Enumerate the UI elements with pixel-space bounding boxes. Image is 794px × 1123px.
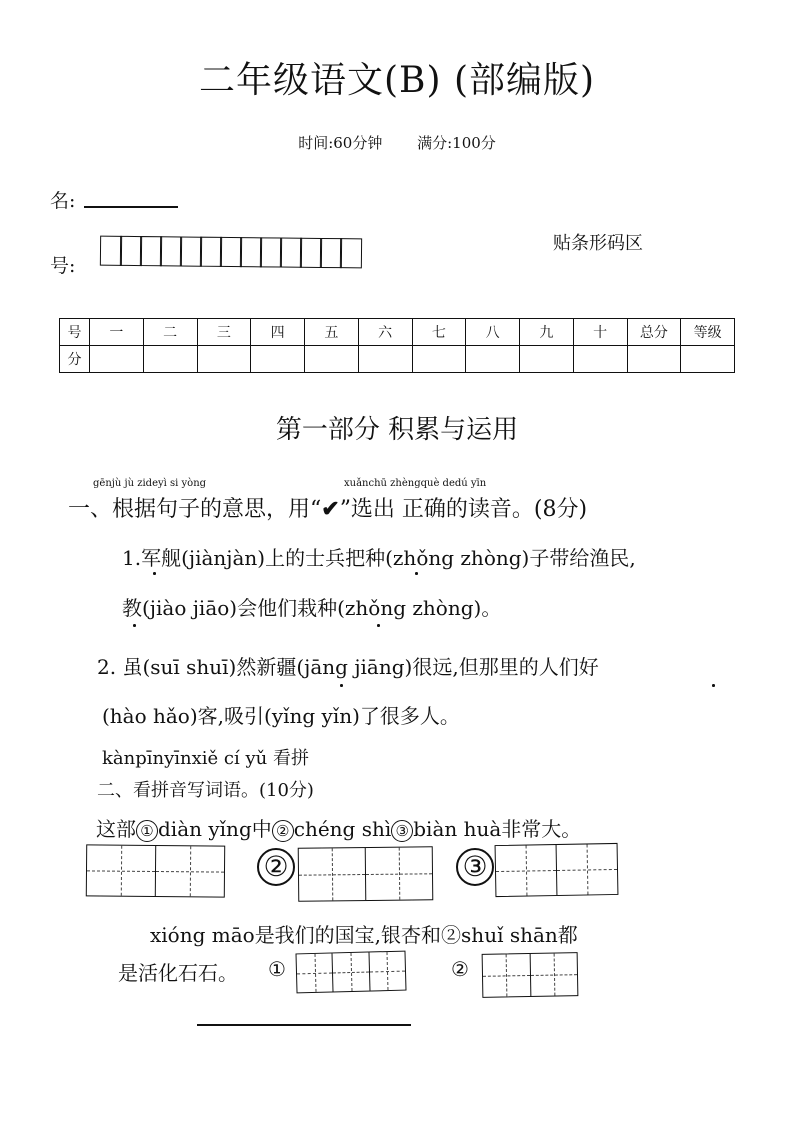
q2-text: 中 xyxy=(251,817,272,841)
student-number-boxes[interactable] xyxy=(100,236,360,269)
score-header-cell: 二 xyxy=(143,319,197,346)
number-box[interactable] xyxy=(200,237,222,267)
score-cell[interactable] xyxy=(681,346,735,373)
score-cell[interactable] xyxy=(90,346,144,373)
q1-sentence-1a: 1.军舰(jiànjàn)上的士兵把种(zhǒng zhòng)子带给渔民, xyxy=(122,546,636,570)
score-table-header-row xyxy=(60,319,735,346)
score-cell[interactable] xyxy=(251,346,305,373)
number-box[interactable] xyxy=(340,238,362,268)
q1-sentence-1b: 教(jiào jiāo)会他们栽种(zhǒng zhòng)。 xyxy=(122,596,502,620)
q2-pinyin-3: biàn huà xyxy=(413,817,502,841)
part-title: 第一部分 积累与运用 xyxy=(275,415,519,445)
score-cell[interactable] xyxy=(627,346,681,373)
q1-sentence-2a: 2. 虽(suī shuī)然新疆(jāng jiāng)很远,但那里的人们好 xyxy=(97,655,599,679)
score-header-cell: 五 xyxy=(305,319,359,346)
q2-text: 这部 xyxy=(96,817,136,841)
checkmark-icon: ✔ xyxy=(321,496,340,522)
emphasis-dot xyxy=(415,572,418,575)
score-cell[interactable] xyxy=(197,346,251,373)
q1-sentence-2b: (hào hǎo)客,吸引(yǐng yǐn)了很多人。 xyxy=(102,704,460,728)
number-box[interactable] xyxy=(220,237,242,267)
q2-sentence-1 xyxy=(96,813,581,842)
q2-sentence-2: xióng māo是我们的国宝,银杏和②shuǐ shān都 xyxy=(150,923,578,947)
score-header-cell: 一 xyxy=(90,319,144,346)
number-box[interactable] xyxy=(280,238,302,268)
number-label: 号: xyxy=(50,255,76,277)
score-header-cell: 八 xyxy=(466,319,520,346)
number-box[interactable] xyxy=(260,237,282,267)
circled-number-3: ③ xyxy=(456,848,494,886)
score-header-cell: 九 xyxy=(520,319,574,346)
answer-line[interactable] xyxy=(197,1024,411,1026)
score-header-cell: 七 xyxy=(412,319,466,346)
emphasis-dot xyxy=(377,624,380,627)
emphasis-dot xyxy=(133,624,136,627)
name-field[interactable] xyxy=(84,206,178,208)
writing-grid[interactable] xyxy=(298,846,434,901)
score-cell[interactable] xyxy=(573,346,627,373)
q2-text: 非常大。 xyxy=(501,817,582,841)
circled-number-2: ② xyxy=(451,957,469,981)
exam-title: 二年级语文(B) (部编版) xyxy=(198,60,596,101)
number-box[interactable] xyxy=(120,236,142,266)
number-box[interactable] xyxy=(100,236,122,266)
circled-number-2: ② xyxy=(257,848,295,886)
number-box[interactable] xyxy=(160,236,182,266)
score-header-cell: 六 xyxy=(358,319,412,346)
exam-info xyxy=(0,132,794,153)
score-header-cell: 四 xyxy=(251,319,305,346)
writing-grid[interactable] xyxy=(86,844,225,897)
score-header-cell: 号 xyxy=(60,319,90,346)
score-header-cell: 三 xyxy=(197,319,251,346)
number-box[interactable] xyxy=(320,238,342,268)
q1-pinyin-left: gēnjù jù zideyì si yòng xyxy=(93,478,207,489)
emphasis-dot xyxy=(712,684,715,687)
number-box[interactable] xyxy=(180,236,202,266)
writing-grid[interactable] xyxy=(295,951,406,994)
score-header-cell: 等级 xyxy=(681,319,735,346)
q1-pinyin-right: xuǎnchū zhèngquè dedú yīn xyxy=(344,478,487,489)
q1-heading xyxy=(68,492,587,523)
score-cell[interactable] xyxy=(466,346,520,373)
emphasis-dot xyxy=(153,572,156,575)
number-box[interactable] xyxy=(300,238,322,268)
q2-sentence-3: 是活化石石。 xyxy=(118,961,238,985)
score-cell[interactable] xyxy=(305,346,359,373)
writing-grid[interactable] xyxy=(482,952,579,998)
q2-pinyin-1: diàn yǐng xyxy=(158,817,252,841)
score-header-cell: 总分 xyxy=(627,319,681,346)
name-label: 名: xyxy=(50,190,76,212)
score-table xyxy=(59,318,735,373)
q2-pinyin: kànpīnyīnxiě cí yǔ 看拼 xyxy=(102,748,309,769)
number-box[interactable] xyxy=(240,237,262,267)
number-box[interactable] xyxy=(140,236,162,266)
q2-pinyin-2: chéng shì xyxy=(293,817,392,841)
emphasis-dot xyxy=(340,684,343,687)
score-header-cell: 十 xyxy=(573,319,627,346)
q1-heading-pre: 一、根据句子的意思，用“ xyxy=(68,497,322,522)
circled-number: ② xyxy=(272,820,294,842)
writing-grid[interactable] xyxy=(495,843,619,897)
q2-heading: 二、看拼音写词语。(10分) xyxy=(97,780,314,801)
circled-number-1: ① xyxy=(268,957,286,981)
circled-number: ③ xyxy=(391,820,413,842)
score-table-score-row xyxy=(60,346,735,373)
score-row-label: 分 xyxy=(60,346,90,373)
time-limit: 时间:60分钟 xyxy=(298,134,383,152)
score-cell[interactable] xyxy=(143,346,197,373)
full-score: 满分:100分 xyxy=(417,134,496,152)
score-cell[interactable] xyxy=(412,346,466,373)
barcode-area-label: 贴条形码区 xyxy=(553,233,643,254)
circled-number: ① xyxy=(136,820,158,842)
q1-heading-post: ”选出 正确的读音。(8分) xyxy=(339,497,588,522)
score-cell[interactable] xyxy=(520,346,574,373)
score-cell[interactable] xyxy=(358,346,412,373)
